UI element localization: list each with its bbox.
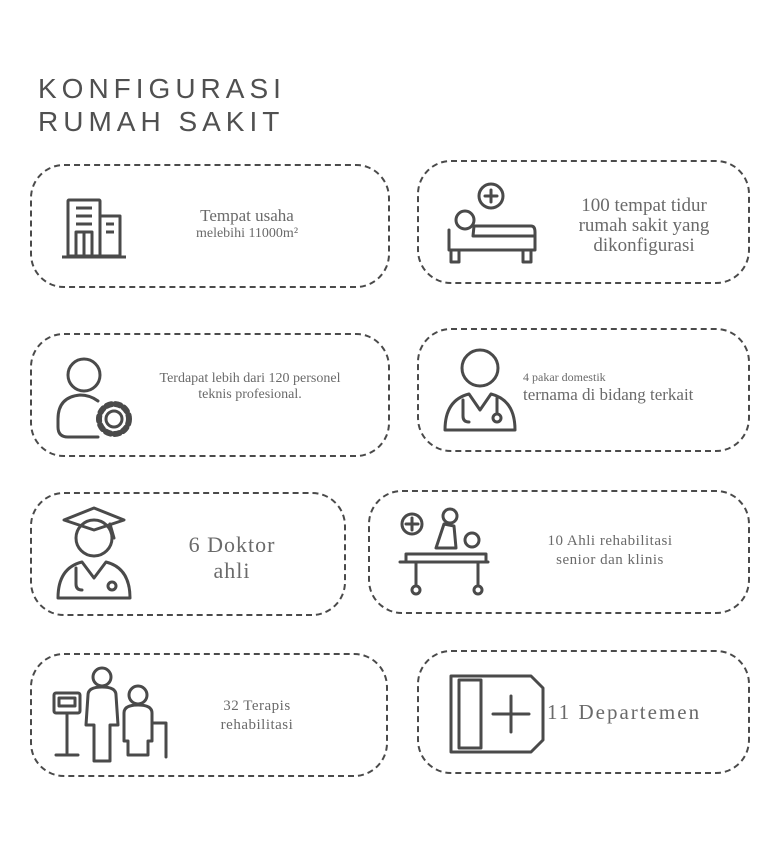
card-doctors — [30, 492, 346, 616]
card-experts — [417, 328, 750, 452]
card-doctors-line1: 6 Doktor — [188, 532, 276, 557]
card-beds-text — [549, 196, 739, 256]
page-title-line1: KONFIGURASI — [38, 73, 286, 104]
card-personnel-line1: Terdapat lebih dari 120 personel — [159, 371, 341, 386]
card-area-text — [152, 206, 342, 242]
card-personnel-line2: teknis profesional. — [198, 387, 302, 402]
card-departments-text — [547, 700, 747, 725]
card-beds-line1: 100 tempat tidur — [581, 195, 707, 216]
card-therapists-text — [202, 697, 312, 735]
user-gear-icon — [52, 353, 140, 443]
card-beds-line3: dikonfigurasi — [593, 235, 695, 256]
card-therapists — [30, 653, 388, 777]
card-area-line2: melebihi 11000m² — [195, 226, 299, 241]
card-rehab-experts-line1: 10 Ahli rehabilitasi — [547, 533, 673, 549]
card-rehab-experts-line2: senior dan klinis — [556, 552, 664, 568]
card-experts-line1: 4 pakar domestik — [523, 370, 606, 384]
medical-folder-icon — [447, 672, 547, 756]
card-therapists-line2: rehabilitasi — [220, 717, 294, 733]
card-departments-line1: 11 Departemen — [547, 700, 702, 724]
card-doctors-text — [162, 532, 302, 584]
card-beds-line2: rumah sakit yang — [578, 215, 710, 236]
card-beds — [417, 160, 750, 284]
card-area-line1: Tempat usaha — [200, 206, 294, 225]
card-area — [30, 164, 390, 288]
rehab-bed-icon — [396, 506, 492, 598]
hospital-bed-icon — [443, 180, 539, 270]
building-icon — [62, 196, 128, 260]
card-rehab-experts — [368, 490, 750, 614]
card-departments — [417, 650, 750, 774]
card-personnel-text — [130, 371, 370, 403]
page-title-line2: RUMAH SAKIT — [38, 106, 285, 137]
therapist-icon — [52, 665, 170, 765]
doctor-icon — [441, 348, 519, 434]
card-rehab-experts-text — [510, 532, 710, 570]
card-personnel — [30, 333, 390, 457]
page-title — [38, 72, 286, 138]
card-doctors-line2: ahli — [213, 558, 251, 583]
card-experts-line2: ternama di bidang terkait — [523, 385, 694, 404]
graduate-doctor-icon — [54, 500, 134, 604]
card-experts-text — [523, 370, 747, 405]
card-therapists-line1: 32 Terapis — [223, 698, 291, 714]
